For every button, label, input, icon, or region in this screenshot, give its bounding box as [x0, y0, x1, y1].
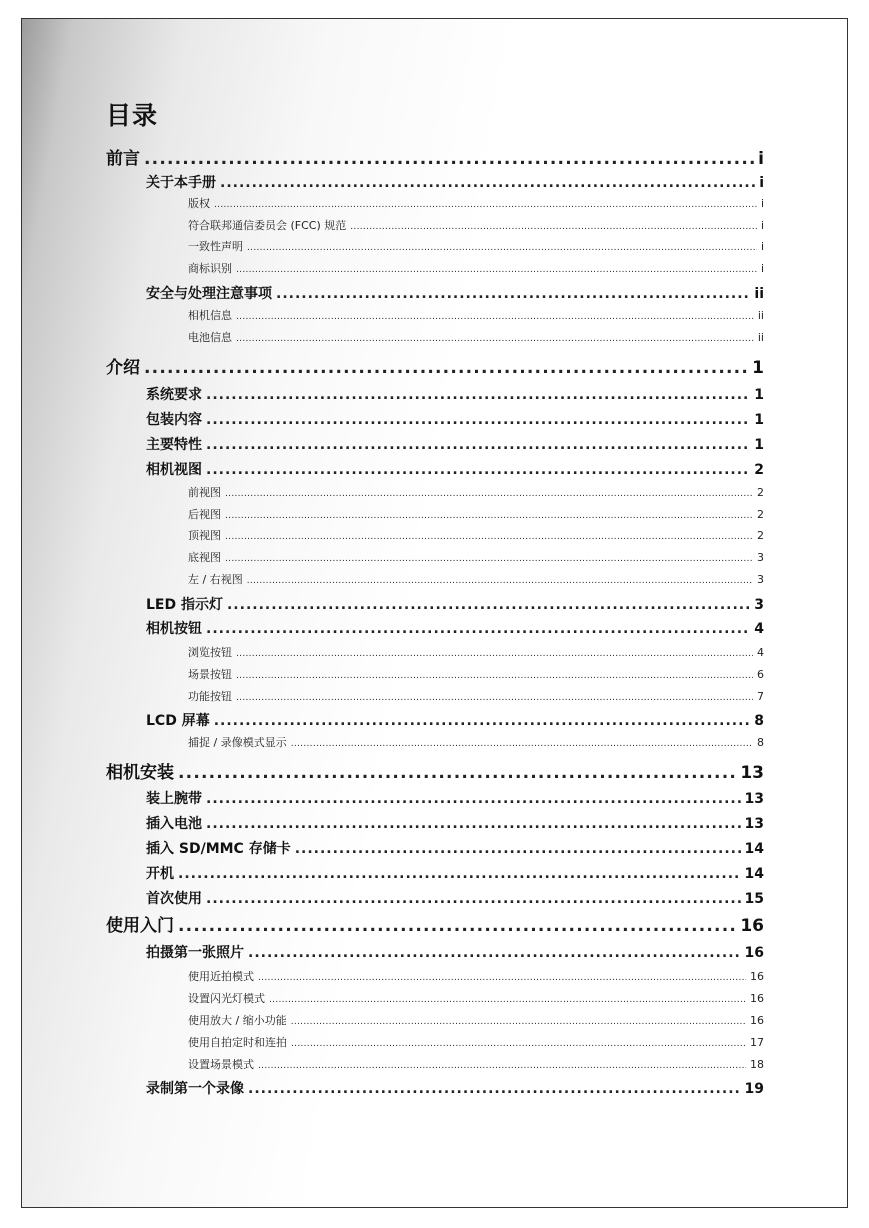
- toc-entry[interactable]: [188, 239, 764, 255]
- toc-entry-label: 符合联邦通信委员会 (FCC) 规范: [188, 219, 347, 232]
- toc-leader-dots: [206, 619, 750, 639]
- toc-leader-dots: [144, 148, 754, 170]
- toc-leader-dots: [247, 573, 753, 589]
- toc-entry-label: 开机: [146, 866, 174, 882]
- toc-entry-page: 2: [757, 508, 764, 521]
- toc-entry-page: 16: [740, 916, 764, 936]
- page-frame: [21, 18, 848, 1208]
- toc-entry[interactable]: [188, 507, 764, 523]
- toc-entry-label: 左 / 右视图: [188, 573, 243, 586]
- toc-entry-label: 系统要求: [146, 387, 202, 403]
- toc-leader-dots: [291, 1036, 746, 1052]
- toc-entry[interactable]: [188, 1013, 764, 1029]
- toc-entry-page: 6: [757, 668, 764, 681]
- toc-leader-dots: [225, 529, 753, 545]
- toc-entry-label: 使用放大 / 缩小功能: [188, 1014, 287, 1027]
- toc-entry-label: LED 指示灯: [146, 597, 223, 613]
- toc-leader-dots: [236, 262, 757, 278]
- toc-entry-label: 安全与处理注意事项: [146, 286, 272, 302]
- toc-entry-label: 关于本手册: [146, 175, 216, 191]
- toc-entry[interactable]: [146, 410, 764, 430]
- toc-entry-page: 3: [754, 597, 764, 613]
- toc-entry-label: 使用自拍定时和连拍: [188, 1036, 287, 1049]
- toc-entry-label: 功能按钮: [188, 690, 232, 703]
- toc-entry-page: i: [758, 149, 764, 169]
- toc-entry-page: 14: [744, 866, 764, 882]
- toc-entry[interactable]: [146, 864, 764, 884]
- toc-entry-label: 设置闪光灯模式: [188, 992, 265, 1005]
- toc-entry[interactable]: [146, 619, 764, 639]
- toc-entry-page: 14: [744, 841, 764, 857]
- toc-entry-page: 1: [754, 412, 764, 428]
- toc-entry-page: 4: [754, 621, 764, 637]
- toc-leader-dots: [178, 915, 736, 937]
- toc-entry[interactable]: [146, 173, 764, 193]
- toc-entry-page: 13: [740, 763, 764, 783]
- toc-entry[interactable]: [146, 814, 764, 834]
- toc-entry[interactable]: [188, 330, 764, 346]
- toc-entry[interactable]: [188, 261, 764, 277]
- toc-leader-dots: [225, 508, 753, 524]
- toc-entry-page: 13: [744, 791, 764, 807]
- toc-entry[interactable]: [106, 357, 764, 379]
- toc-leader-dots: [276, 284, 750, 304]
- toc-entry-label: 首次使用: [146, 891, 202, 907]
- toc-leader-dots: [225, 486, 753, 502]
- toc-leader-dots: [178, 864, 741, 884]
- toc-entry[interactable]: [188, 1057, 764, 1073]
- toc-leader-dots: [206, 889, 741, 909]
- toc-entry-label: 捕捉 / 录像模式显示: [188, 736, 287, 749]
- toc-entry-page: 19: [744, 1081, 764, 1097]
- toc-entry-page: ii: [754, 286, 764, 302]
- toc-leader-dots: [247, 240, 757, 256]
- toc-entry[interactable]: [146, 711, 764, 731]
- toc-leader-dots: [236, 309, 754, 325]
- toc-entry-label: 后视图: [188, 508, 221, 521]
- toc-entry[interactable]: [188, 196, 764, 212]
- toc-entry-label: 底视图: [188, 551, 221, 564]
- toc-entry[interactable]: [106, 915, 764, 937]
- toc-entry-label: 录制第一个录像: [146, 1081, 244, 1097]
- toc-entry-label: 插入 SD/MMC 存储卡: [146, 841, 291, 857]
- toc-leader-dots: [220, 173, 755, 193]
- toc-entry[interactable]: [188, 735, 764, 751]
- toc-entry[interactable]: [146, 889, 764, 909]
- toc-leader-dots: [144, 357, 748, 379]
- toc-entry[interactable]: [146, 943, 764, 963]
- toc-entry-page: 16: [750, 992, 764, 1005]
- toc-entry-page: i: [760, 219, 764, 232]
- toc-entry-page: 18: [750, 1058, 764, 1071]
- toc-entry-label: 使用入门: [106, 916, 174, 936]
- toc-entry-label: 介绍: [106, 358, 140, 378]
- toc-entry-label: 浏览按钮: [188, 646, 232, 659]
- toc-leader-dots: [350, 219, 757, 235]
- toc-entry-page: 1: [754, 437, 764, 453]
- toc-entry-page: 3: [757, 573, 764, 586]
- toc-entry-label: 电池信息: [188, 331, 232, 344]
- toc-entry-page: 7: [757, 690, 764, 703]
- toc-leader-dots: [248, 1079, 741, 1099]
- toc-entry-label: 相机信息: [188, 309, 232, 322]
- toc-entry[interactable]: [146, 435, 764, 455]
- toc-entry[interactable]: [188, 969, 764, 985]
- toc-entry-page: 4: [757, 646, 764, 659]
- toc-entry[interactable]: [146, 595, 764, 615]
- toc-entry-page: i: [760, 197, 764, 210]
- toc-entry-label: 主要特性: [146, 437, 202, 453]
- toc-entry[interactable]: [188, 308, 764, 324]
- toc-entry-label: 包装内容: [146, 412, 202, 428]
- toc-entry-page: i: [759, 175, 764, 191]
- toc-entry[interactable]: [146, 385, 764, 405]
- toc-entry-page: 1: [752, 358, 764, 378]
- toc-leader-dots: [206, 814, 741, 834]
- toc-entry[interactable]: [188, 645, 764, 661]
- toc-entry-page: 1: [754, 387, 764, 403]
- toc-entry-page: 17: [750, 1036, 764, 1049]
- toc-entry[interactable]: [146, 460, 764, 480]
- toc-entry-page: 8: [754, 713, 764, 729]
- toc-entry-page: 2: [757, 529, 764, 542]
- toc-entry[interactable]: [188, 550, 764, 566]
- toc-leader-dots: [236, 646, 753, 662]
- toc-entry[interactable]: [106, 148, 764, 170]
- toc-entry-page: 2: [757, 486, 764, 499]
- toc-entry-label: 前视图: [188, 486, 221, 499]
- toc-leader-dots: [291, 1014, 746, 1030]
- toc-entry-label: 一致性声明: [188, 240, 243, 253]
- toc-entry[interactable]: [146, 1079, 764, 1099]
- toc-entry-label: 设置场景模式: [188, 1058, 254, 1071]
- toc-entry[interactable]: [188, 667, 764, 683]
- toc-entry-page: ii: [757, 331, 764, 344]
- toc-entry[interactable]: [146, 284, 764, 304]
- toc-entry[interactable]: [188, 991, 764, 1007]
- toc-leader-dots: [227, 595, 750, 615]
- toc-leader-dots: [258, 1058, 746, 1074]
- toc-leader-dots: [225, 551, 753, 567]
- toc-leader-dots: [258, 970, 746, 986]
- toc-entry-label: 顶视图: [188, 529, 221, 542]
- toc-leader-dots: [206, 385, 750, 405]
- toc-leader-dots: [206, 435, 750, 455]
- toc-leader-dots: [214, 197, 757, 213]
- toc-leader-dots: [295, 839, 741, 859]
- toc-leader-dots: [269, 992, 746, 1008]
- table-of-contents: [22, 19, 847, 1207]
- toc-entry[interactable]: [188, 485, 764, 501]
- toc-entry-page: 16: [750, 970, 764, 983]
- toc-leader-dots: [206, 460, 750, 480]
- toc-entry-page: 16: [744, 945, 764, 961]
- toc-leader-dots: [236, 690, 753, 706]
- toc-entry[interactable]: [106, 762, 764, 784]
- toc-leader-dots: [214, 711, 751, 731]
- page-title: 目录: [106, 101, 159, 130]
- toc-leader-dots: [248, 943, 741, 963]
- toc-entry[interactable]: [146, 839, 764, 859]
- toc-entry[interactable]: [188, 689, 764, 705]
- toc-entry-page: 2: [754, 462, 764, 478]
- toc-entry-page: i: [760, 240, 764, 253]
- toc-entry-page: i: [760, 262, 764, 275]
- toc-entry[interactable]: [188, 572, 764, 588]
- toc-leader-dots: [178, 762, 736, 784]
- toc-leader-dots: [206, 410, 750, 430]
- toc-entry-page: 16: [750, 1014, 764, 1027]
- toc-entry-label: 使用近拍模式: [188, 970, 254, 983]
- toc-leader-dots: [236, 331, 754, 347]
- toc-entry-label: 商标识别: [188, 262, 232, 275]
- toc-entry-label: 场景按钮: [188, 668, 232, 681]
- toc-entry-page: 15: [744, 891, 764, 907]
- toc-entry-label: 插入电池: [146, 816, 202, 832]
- toc-entry[interactable]: [188, 218, 764, 234]
- toc-entry[interactable]: [188, 1035, 764, 1051]
- toc-entry-page: ii: [757, 309, 764, 322]
- toc-entry[interactable]: [146, 789, 764, 809]
- toc-entry-label: 相机安装: [106, 763, 174, 783]
- toc-leader-dots: [206, 789, 741, 809]
- toc-entry-label: 拍摄第一张照片: [146, 945, 244, 961]
- toc-entry-page: 3: [757, 551, 764, 564]
- toc-entry-label: 装上腕带: [146, 791, 202, 807]
- toc-leader-dots: [236, 668, 753, 684]
- toc-entry-page: 13: [744, 816, 764, 832]
- toc-entry-label: LCD 屏幕: [146, 713, 210, 729]
- toc-entry[interactable]: [188, 528, 764, 544]
- toc-entry-label: 相机视图: [146, 462, 202, 478]
- toc-entry-label: 版权: [188, 197, 210, 210]
- toc-entry-label: 相机按钮: [146, 621, 202, 637]
- toc-entry-page: 8: [757, 736, 764, 749]
- toc-entry-label: 前言: [106, 149, 140, 169]
- toc-leader-dots: [291, 736, 753, 752]
